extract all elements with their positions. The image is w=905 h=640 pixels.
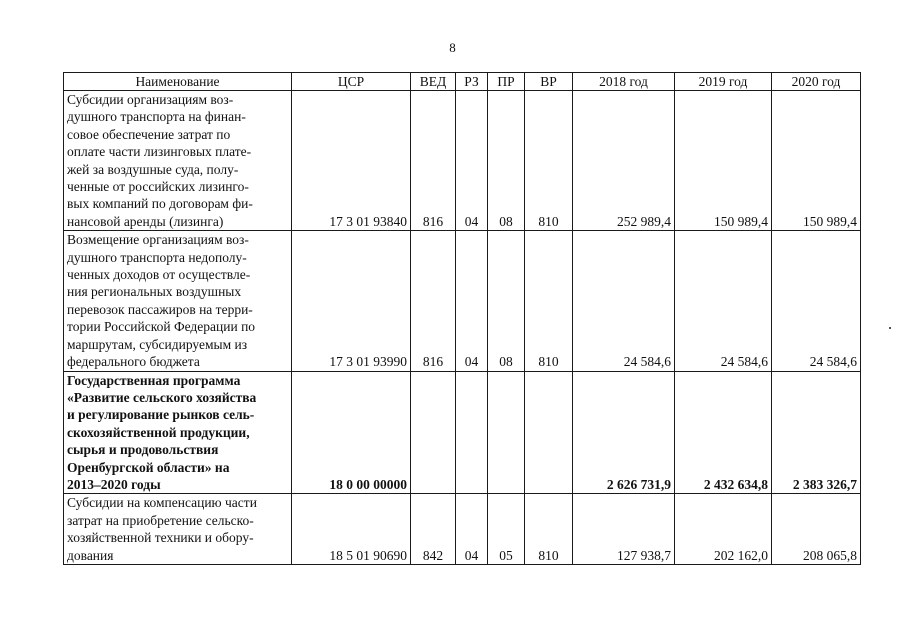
header-name: Наименование [64,73,292,91]
row-ved [411,371,456,494]
row-csr: 17 3 01 93840 [292,91,411,231]
row-name-line: хозяйственной техники и обору- [67,530,254,546]
row-2019: 202 162,0 [675,494,772,565]
row-ved: 816 [411,91,456,231]
row-vr: 810 [525,494,573,565]
row-name-line: затрат на приобретение сельско- [67,512,254,528]
row-rz: 04 [456,231,488,371]
row-vr [525,371,573,494]
row-2018: 127 938,7 [573,494,675,565]
row-name-line: федерального бюджета [67,354,200,370]
row-vr: 810 [525,91,573,231]
row-2018: 252 989,4 [573,91,675,231]
row-ved: 842 [411,494,456,565]
header-csr: ЦСР [292,73,411,91]
row-name-line: Государственная программа [67,372,241,388]
row-name [64,494,292,565]
row-rz: 04 [456,494,488,565]
header-2018: 2018 год [573,73,675,91]
row-name-line: ния региональных воздушных [67,284,242,300]
row-name-line: ченные от российских лизинго- [67,179,249,195]
table-row-program [64,371,861,494]
row-2019: 150 989,4 [675,91,772,231]
row-csr: 17 3 01 93990 [292,231,411,371]
scan-speck [889,327,891,329]
row-name-line: «Развитие сельского хозяйства [67,389,257,405]
row-name-line: вых компаний по договорам фи- [67,196,253,212]
row-name-line: дования [67,547,114,563]
header-ved: ВЕД [411,73,456,91]
row-name-line: сырья и продовольствия [67,442,219,458]
header-rz: РЗ [456,73,488,91]
table-row [64,91,861,231]
row-rz: 04 [456,91,488,231]
row-pr: 08 [488,231,525,371]
row-pr: 05 [488,494,525,565]
row-name-line: и регулирование рынков сель- [67,407,255,423]
row-2020: 208 065,8 [772,494,861,565]
row-name-line: душного транспорта недополу- [67,249,247,265]
row-2019: 24 584,6 [675,231,772,371]
row-name-line: 2013–2020 годы [67,476,161,492]
row-2020: 24 584,6 [772,231,861,371]
header-row [64,73,861,91]
page-number: 8 [449,40,456,55]
row-2020: 150 989,4 [772,91,861,231]
row-2018: 24 584,6 [573,231,675,371]
table-row [64,231,861,371]
row-name [64,231,292,371]
header-vr: ВР [525,73,573,91]
row-name-line: жей за воздушные суда, полу- [67,161,239,177]
row-2020: 2 383 326,7 [772,371,861,494]
row-ved: 816 [411,231,456,371]
row-name-line: Оренбургской области» на [67,459,230,475]
table-row [64,494,861,565]
header-2020: 2020 год [772,73,861,91]
row-2018: 2 626 731,9 [573,371,675,494]
row-name-line: перевозок пассажиров на терри- [67,301,253,317]
row-name-line: маршрутам, субсидируемым из [67,336,248,352]
row-csr: 18 5 01 90690 [292,494,411,565]
row-name [64,91,292,231]
row-name-line: совое обеспечение затрат по [67,126,231,142]
row-name [64,371,292,494]
row-rz [456,371,488,494]
row-name-line: нансовой аренды (лизинга) [67,213,224,229]
row-name-line: ченных доходов от осуществле- [67,267,251,283]
row-pr: 08 [488,91,525,231]
row-name-line: скохозяйственной продукции, [67,424,250,440]
row-pr [488,371,525,494]
budget-table [63,72,861,565]
row-2019: 2 432 634,8 [675,371,772,494]
row-name-line: Субсидии организациям воз- [67,92,234,107]
row-name-line: тории Российской Федерации по [67,319,256,335]
row-name-line: Возмещение организациям воз- [67,232,249,248]
row-csr: 18 0 00 00000 [292,371,411,494]
row-name-line: оплате части лизинговых плате- [67,144,252,160]
row-name-line: Субсидии на компенсацию части [67,495,257,511]
header-pr: ПР [488,73,525,91]
row-name-line: душного транспорта на финан- [67,109,246,125]
header-2019: 2019 год [675,73,772,91]
row-vr: 810 [525,231,573,371]
